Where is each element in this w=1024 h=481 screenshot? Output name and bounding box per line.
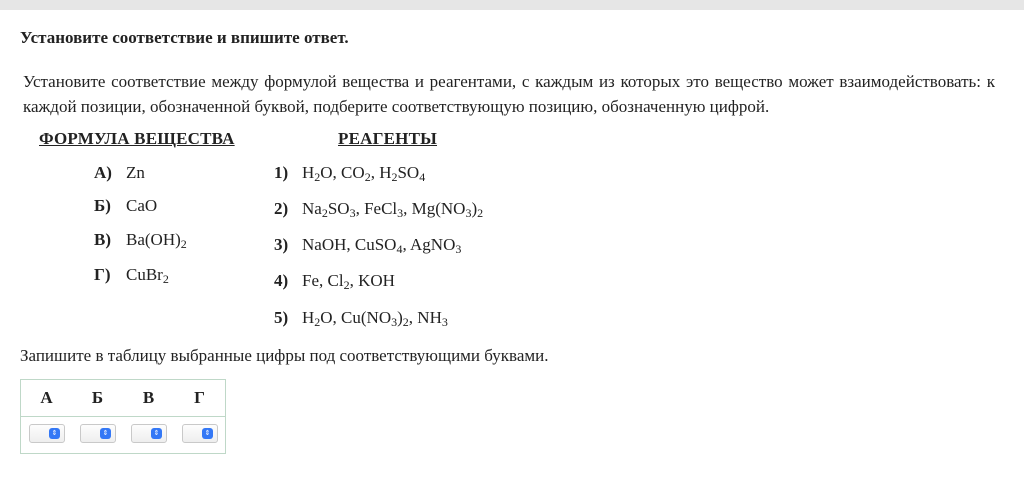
answer-prompt: Запишите в таблицу выбранные цифры под соответствующими буквами. (20, 346, 549, 365)
substance-item (94, 163, 145, 183)
reagent-key: 3) (274, 235, 289, 254)
substance-key: Б) (94, 196, 111, 215)
substance-item (94, 265, 169, 285)
answer-table-header (21, 380, 225, 417)
reagent-item (274, 163, 425, 183)
reagent-item (274, 235, 461, 255)
answer-select-b[interactable] (80, 424, 116, 443)
reagent-formula: $Na_2SO_3$, FeCl$_3$, $Mg(NO_3)_2$ (302, 199, 484, 220)
chevron-updown-icon: ⇕ (151, 428, 162, 439)
substance-formula: Zn (126, 163, 145, 182)
reagent-item (274, 271, 395, 291)
top-bar (0, 0, 1024, 10)
reagent-formula: Fe, $Cl_2$, KOH (302, 271, 395, 292)
task-instruction: Установите соответствие между формулой вещества и реагентами, с каждым из которых это вещество может взаимодействовать: к каждой позиции, обозначенной буквой, подберите соответствующую позицию, обозначенную цифрой. (23, 72, 995, 116)
answer-select-g[interactable] (182, 424, 218, 443)
answer-select-v[interactable] (131, 424, 167, 443)
reagent-key: 1) (274, 163, 289, 182)
answer-select-a[interactable] (29, 424, 65, 443)
answer-column-b: Б (91, 388, 104, 407)
answer-column-g: Г (194, 388, 205, 407)
reagent-item (274, 199, 483, 219)
substance-formula: CaO (126, 196, 158, 215)
reagent-formula: $H_2O$, $Cu(NO_3)_2$, $NH_3$ (302, 308, 448, 329)
substance-key: Г) (94, 265, 111, 284)
substance-formula: CuBr$_2$ (126, 265, 169, 286)
reagent-item (274, 308, 448, 328)
substance-item (94, 230, 187, 250)
reagent-key: 5) (274, 308, 289, 327)
substance-formula: $Ba(OH)_2$ (126, 230, 187, 251)
reagent-formula: $H_2O$, $CO_2$, $H_2SO_4$ (302, 163, 426, 184)
chevron-updown-icon: ⇕ (49, 428, 60, 439)
reagent-formula: NaOH, CuSO$_4$, AgNO$_3$ (302, 235, 462, 256)
answer-table (20, 379, 226, 454)
answer-column-v: В (142, 388, 155, 407)
chevron-updown-icon: ⇕ (100, 428, 111, 439)
substance-key: В) (94, 230, 111, 249)
substance-item (94, 196, 157, 216)
reagent-column-header: РЕАГЕНТЫ (338, 129, 438, 148)
reagent-key: 4) (274, 271, 289, 290)
reagent-key: 2) (274, 199, 289, 218)
substance-column-header: ФОРМУЛА ВЕЩЕСТВА (39, 129, 235, 148)
substance-key: А) (94, 163, 112, 182)
answer-column-a: А (40, 388, 53, 407)
chevron-updown-icon: ⇕ (202, 428, 213, 439)
task-title: Установите соответствие и впишите ответ. (20, 28, 349, 47)
